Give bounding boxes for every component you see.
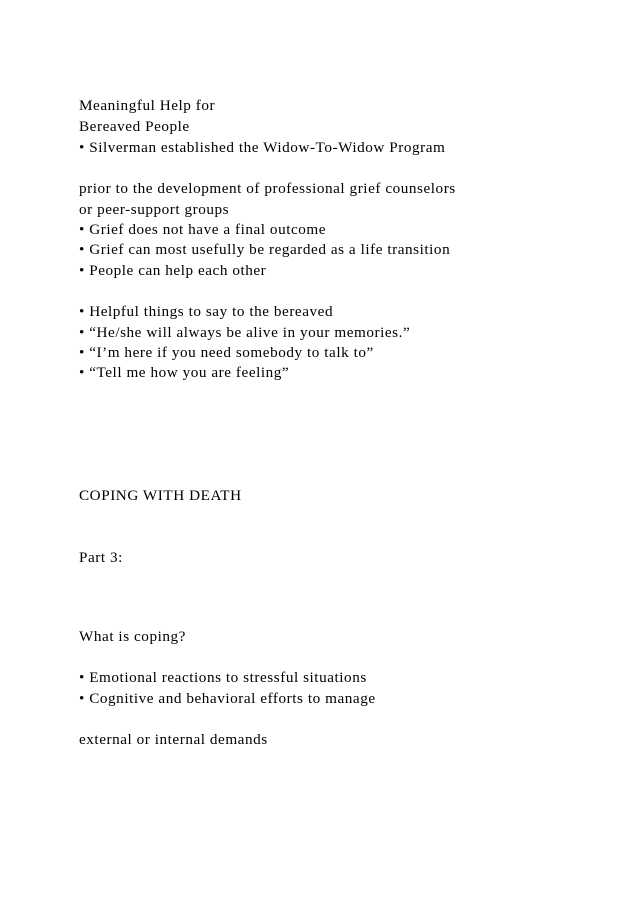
bullet-line: • Helpful things to say to the bereaved bbox=[79, 303, 334, 320]
bullet-line: • “Tell me how you are feeling” bbox=[79, 364, 290, 381]
bullet-line: • Grief can most usefully be regarded as a life transition bbox=[79, 241, 451, 258]
heading-line-1: Meaningful Help for bbox=[79, 97, 216, 114]
bullet-line: • People can help each other bbox=[79, 262, 267, 279]
bullet-line: • Silverman established the Widow-To-Widow Program bbox=[79, 139, 446, 156]
text-line: external or internal demands bbox=[79, 731, 268, 748]
bullet-line: • Cognitive and behavioral efforts to manage bbox=[79, 690, 376, 707]
text-line: prior to the development of professional grief counselors bbox=[79, 180, 456, 197]
heading-line-2: Bereaved People bbox=[79, 118, 190, 135]
bullet-line: • “I’m here if you need somebody to talk to” bbox=[79, 344, 374, 361]
bullet-line: • Emotional reactions to stressful situations bbox=[79, 669, 367, 686]
part-label: Part 3: bbox=[79, 549, 123, 566]
question-line: What is coping? bbox=[79, 628, 186, 645]
bullet-line: • “He/she will always be alive in your memories.” bbox=[79, 324, 411, 341]
text-line: or peer-support groups bbox=[79, 201, 230, 218]
bullet-line: • Grief does not have a final outcome bbox=[79, 221, 327, 238]
section-title: COPING WITH DEATH bbox=[79, 487, 242, 504]
